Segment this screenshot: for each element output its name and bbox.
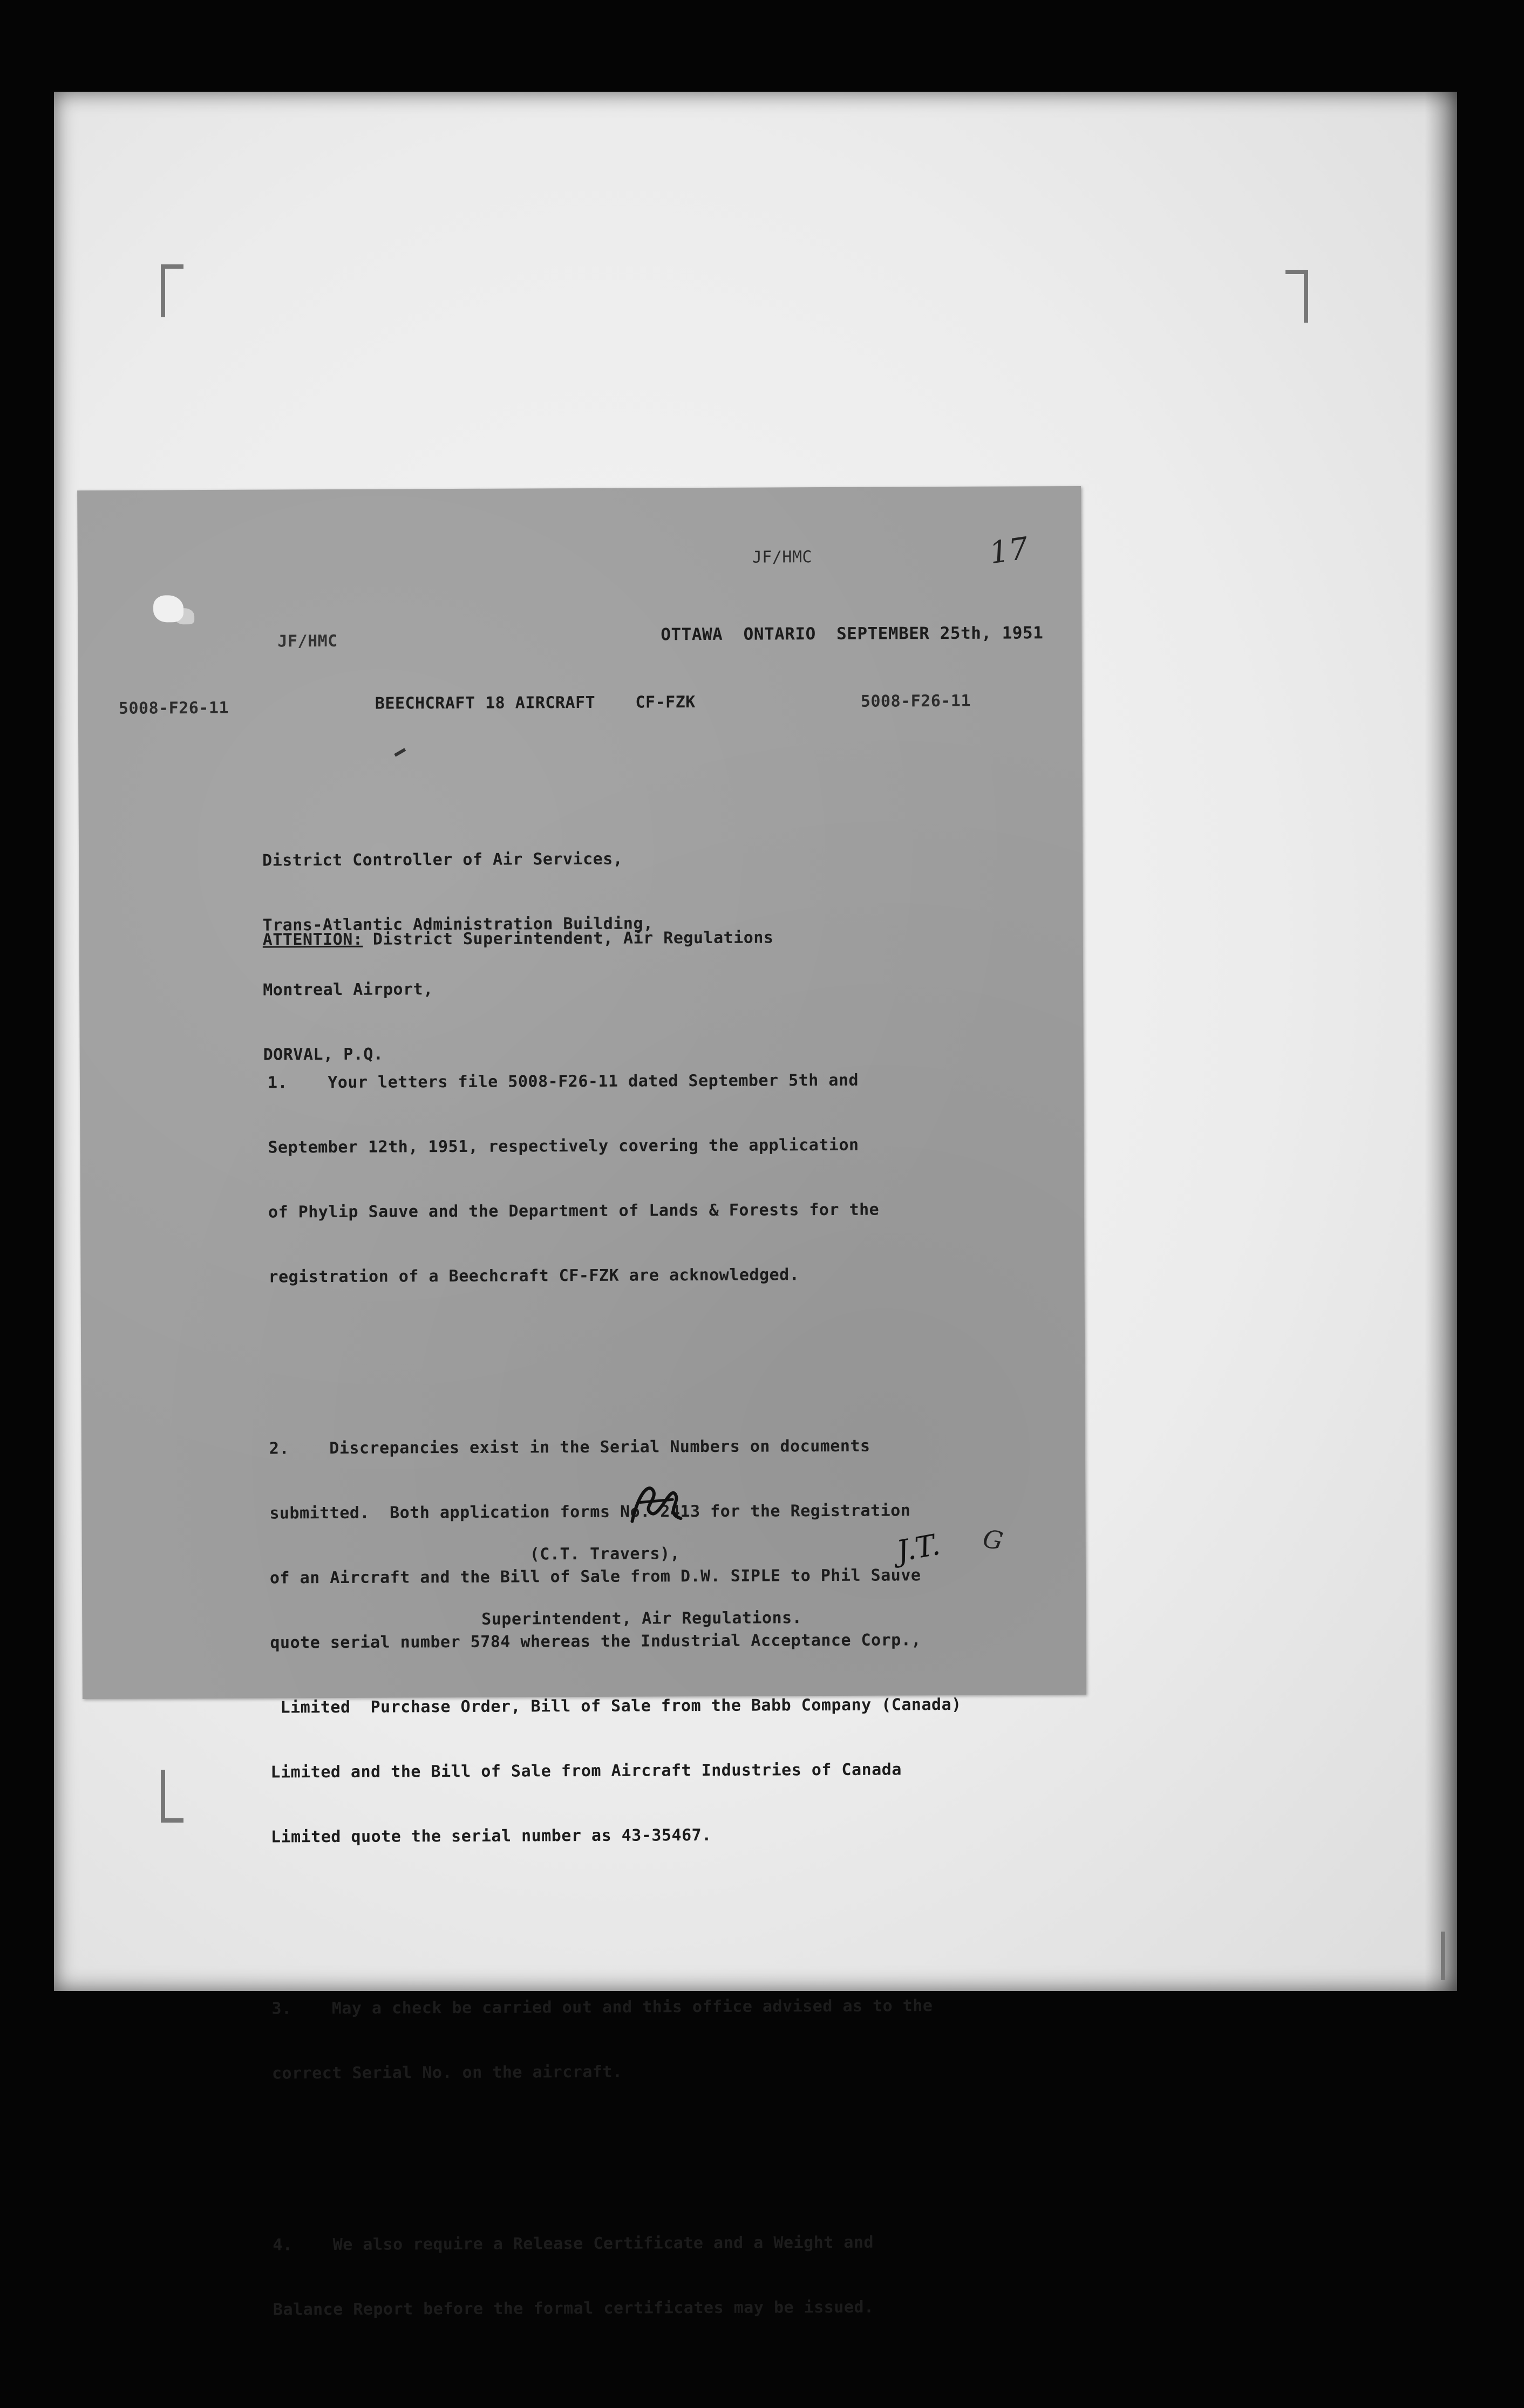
address-line: Montreal Airport, <box>263 980 433 1000</box>
signatory-name: (C.T. Travers), <box>529 1544 681 1564</box>
signatory-title: Superintendent, Air Regulations. <box>481 1608 802 1629</box>
reference-initials-top: JF/HMC <box>752 548 813 567</box>
attention-text: District Superintendent, Air Regulations <box>363 928 774 949</box>
body-line: 2. Discrepancies exist in the Serial Numbers on documents <box>269 1436 870 1458</box>
address-line: DORVAL, P.Q. <box>263 1045 384 1065</box>
paragraph-3 <box>271 1952 963 2128</box>
handwritten-signature <box>621 1475 691 1530</box>
body-line: September 12th, 1951, respectively covering the application <box>268 1135 859 1157</box>
paragraph-1 <box>267 1026 960 1332</box>
body-line: of an Aircraft and the Bill of Sale from D.W. SIPLE to Phil Sauve <box>269 1566 921 1588</box>
registration-mark-top-left <box>161 264 183 317</box>
body-line: submitted. Both application forms No. 2413 for the Registration <box>269 1501 911 1523</box>
punch-hole <box>153 595 183 622</box>
body-line: 3. May a check be carried out and this office advised as to the <box>271 1996 933 2018</box>
attention-label: ATTENTION: <box>262 930 363 950</box>
letter-sheet <box>77 486 1086 2320</box>
body-line: 4. We also require a Release Certificate and a Weight and <box>273 2233 874 2255</box>
body-line: registration of a Beechcraft CF-FZK are acknowledged. <box>268 1265 800 1287</box>
file-number-left: 5008-F26-11 <box>118 698 229 718</box>
handwritten-initials: J.T. <box>894 1527 943 1568</box>
subject-line: BEECHCRAFT 18 AIRCRAFT CF-FZK <box>375 693 696 713</box>
stray-pen-mark <box>394 748 406 756</box>
body-line: Limited quote the serial number as 43-35467. <box>270 1825 712 1847</box>
reference-initials-left: JF/HMC <box>277 631 338 651</box>
dateline: OTTAWA ONTARIO SEPTEMBER 25th, 1951 <box>661 623 1044 645</box>
body-line: Limited and the Bill of Sale from Aircraft Industries of Canada <box>270 1760 902 1782</box>
letter-body <box>267 983 964 2407</box>
body-line: 1. Your letters file 5008-F26-11 dated September 5th and <box>267 1070 859 1093</box>
registration-mark-top-right <box>1285 270 1308 323</box>
attention-line <box>263 927 774 951</box>
body-line: quote serial number 5784 whereas the Industrial Acceptance Corp., <box>270 1631 922 1653</box>
body-line: Balance Report before the formal certificates may be issued. <box>273 2297 874 2320</box>
paragraph-4 <box>273 2188 964 2364</box>
film-edge-shadow <box>1425 92 1457 1991</box>
body-line: of Phylip Sauve and the Department of Lands & Forests for the <box>268 1200 880 1222</box>
folio-number: 17 <box>987 530 1031 571</box>
handwritten-mark: G <box>981 1523 1005 1556</box>
address-line: District Controller of Air Services, <box>262 849 623 870</box>
body-line: Limited Purchase Order, Bill of Sale from the Babb Company (Canada) <box>270 1695 962 1717</box>
address-line: Trans-Atlantic Administration Building, <box>262 914 654 935</box>
registration-mark-bottom-left <box>161 1770 183 1823</box>
file-number-right: 5008-F26-11 <box>860 691 971 711</box>
registration-mark-bottom-right <box>1430 1932 1445 1980</box>
body-line: correct Serial No. on the aircraft. <box>271 2062 623 2083</box>
